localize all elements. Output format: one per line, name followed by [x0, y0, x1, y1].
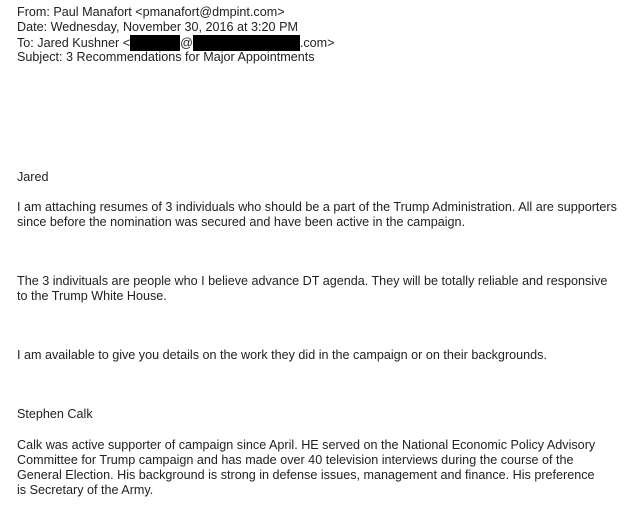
subject-line: Subject: 3 Recommendations for Major Appointments — [17, 50, 315, 64]
greeting: Jared — [17, 170, 49, 184]
email-header — [17, 5, 617, 65]
candidate-name: Stephen Calk — [17, 407, 93, 421]
redaction-bar — [130, 35, 180, 51]
to-prefix: To: Jared Kushner < — [17, 36, 131, 50]
paragraph-1: I am attaching resumes of 3 individuals who should be a part of the Trump Administration. All are supporters since before the nomination was secured and have been active in the campaign. — [17, 200, 617, 229]
to-suffix: .com> — [299, 36, 335, 50]
from-line: From: Paul Manafort <pmanafort@dmpint.com> — [17, 5, 285, 19]
to-at: @ — [180, 36, 193, 50]
date-line: Date: Wednesday, November 30, 2016 at 3:20 PM — [17, 20, 298, 34]
redaction-bar — [193, 35, 300, 51]
paragraph-3: I am available to give you details on the work they did in the campaign or on their backgrounds. — [17, 348, 547, 362]
paragraph-2: The 3 indivituals are people who I believe advance DT agenda. They will be totally reliable and responsive to the Trump White House. — [17, 274, 608, 303]
to-line — [17, 35, 617, 50]
paragraph-4: Calk was active supporter of campaign since April. HE served on the National Economic Policy Advisory Committee for Trump campaign and has made over 40 television interviews during the course of the General Election. His background is strong in defense issues, management and finance. His preference is Secretary of the Army. — [17, 438, 596, 497]
